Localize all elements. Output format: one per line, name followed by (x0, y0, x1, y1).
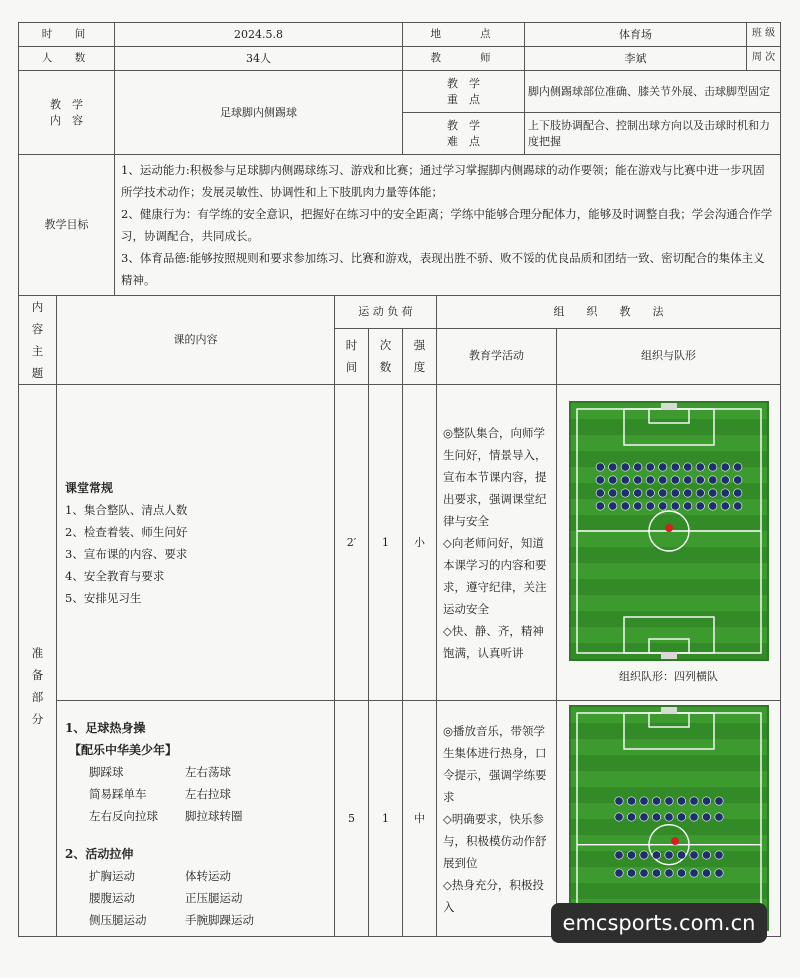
student-marker (677, 869, 685, 877)
topic-char-2: 容 (31, 322, 44, 336)
stretch-item: 正压腿运动 (185, 891, 243, 905)
warmup-item: 脚拉球转圈 (185, 809, 243, 823)
student-marker (646, 462, 654, 470)
student-marker (683, 488, 691, 496)
class-label: 班 级 (747, 23, 781, 47)
section-name (19, 385, 57, 937)
student-marker (689, 797, 697, 805)
row2-intensity: 中 (403, 701, 437, 937)
row2-activity-1: ◎播放音乐，带领学生集体进行热身，口令提示，强调学练要求 (443, 723, 547, 804)
student-marker (608, 488, 616, 496)
routine-item-1: 1、集合整队、清点人数 (65, 502, 188, 517)
student-marker (664, 797, 672, 805)
student-marker (652, 797, 660, 805)
key-label-line-2: 重 点 (447, 92, 481, 106)
lesson-content-2 (57, 701, 335, 937)
student-marker (708, 488, 716, 496)
student-marker (733, 501, 741, 509)
goal-box-top (649, 409, 689, 423)
objectives-row (19, 155, 781, 296)
difficulty-label-line-2: 难 点 (447, 134, 481, 148)
routine-item-4: 4、安全教育与要求 (65, 568, 165, 583)
key-value: 脚内侧踢球部位准确、膝关节外展、击球脚型固定 (525, 71, 781, 113)
routine-item-3: 3、宣布课的内容、要求 (65, 546, 188, 561)
column-header-row-1 (19, 296, 781, 329)
load-header: 运 动 负 荷 (335, 296, 437, 329)
objective-2: 2、健康行为：有学练的安全意识，把握好在练习中的安全距离；学练中能够合理分配体力，能够及时调整自我；学会沟通合作学习，协调配合，共同成长。 (121, 207, 773, 243)
time-label: 时 间 (19, 23, 115, 47)
student-marker (664, 813, 672, 821)
goal-top (661, 707, 677, 714)
student-marker (608, 501, 616, 509)
student-marker (639, 869, 647, 877)
key-label (403, 71, 525, 113)
student-marker (614, 851, 622, 859)
content-label-line-1: 教 学 (50, 97, 83, 111)
stretch-item: 体转运动 (185, 869, 231, 883)
student-marker (664, 851, 672, 859)
goal-top (661, 403, 677, 410)
time-value: 2024.5.8 (115, 23, 403, 47)
place-value: 体育场 (525, 23, 747, 47)
student-marker (621, 501, 629, 509)
teacher-marker (671, 837, 679, 845)
row2-activity-2: ◇明确要求，快乐参与，积极模仿动作舒展到位 (443, 811, 547, 870)
penalty-box-top (624, 409, 714, 445)
stretch-item: 腰腹运动 (89, 891, 135, 905)
row2-count: 1 (369, 701, 403, 937)
student-marker (708, 462, 716, 470)
lesson-plan-table (18, 22, 781, 937)
student-marker (696, 501, 704, 509)
stretch-title: 2、活动拉伸 (65, 847, 134, 861)
student-marker (714, 797, 722, 805)
student-marker (683, 462, 691, 470)
pitch-svg-2 (571, 707, 767, 929)
row1-activities (437, 385, 557, 701)
student-marker (627, 869, 635, 877)
activity-header: 教育学活动 (437, 328, 557, 384)
student-marker (658, 475, 666, 483)
content-key-row (19, 71, 781, 113)
student-marker (646, 501, 654, 509)
teacher-label: 教 师 (403, 47, 525, 71)
student-marker (627, 851, 635, 859)
warmup-title: 1、足球热身操 (65, 721, 146, 735)
objectives-label: 教学目标 (19, 155, 115, 296)
student-marker (696, 475, 704, 483)
place-label: 地 点 (403, 23, 525, 47)
stretch-item: 手腕脚踝运动 (185, 913, 254, 927)
student-marker (614, 797, 622, 805)
student-marker (671, 501, 679, 509)
stretch-item: 侧压腿运动 (89, 913, 147, 927)
student-marker (633, 501, 641, 509)
stretch-list (65, 865, 326, 931)
student-marker (689, 869, 697, 877)
student-marker (708, 501, 716, 509)
week-label: 周 次 (747, 47, 781, 71)
routine-title: 课堂常规 (65, 480, 114, 495)
goal-box-top (649, 713, 689, 727)
header-row-time (19, 23, 781, 47)
lesson-row-1 (19, 385, 781, 701)
people-value: 34人 (115, 47, 403, 71)
student-marker (658, 501, 666, 509)
pitch-diagram-1 (569, 401, 769, 661)
count-header-char-1: 次 (379, 338, 392, 353)
objectives-text (115, 155, 781, 296)
formation-header: 组织与队形 (557, 328, 781, 384)
student-marker (639, 813, 647, 821)
row1-activity-1: ◎整队集合，向师学生问好，情景导入，宣布本节课内容，提出要求，强调课堂纪律与安全 (443, 425, 547, 528)
student-marker (596, 501, 604, 509)
student-marker (633, 488, 641, 496)
row2-formation (557, 701, 781, 937)
student-marker (639, 851, 647, 859)
student-marker (652, 813, 660, 821)
student-marker (664, 869, 672, 877)
row1-activity-3: ◇快、静、齐，精神饱满，认真听讲 (443, 623, 544, 660)
routine-item-5: 5、安排见习生 (65, 590, 142, 605)
section-char-4: 分 (31, 711, 44, 726)
student-marker (596, 475, 604, 483)
student-marker (614, 813, 622, 821)
student-marker (702, 851, 710, 859)
student-marker (596, 462, 604, 470)
time-header-char-1: 时 (345, 338, 358, 353)
warmup-item: 左右拉球 (185, 787, 231, 801)
student-marker (733, 462, 741, 470)
student-marker (714, 869, 722, 877)
topic-char-4: 题 (31, 366, 44, 380)
intensity-header (403, 328, 437, 384)
penalty-box-bottom (624, 617, 714, 653)
header-row-people (19, 47, 781, 71)
difficulty-label-line-1: 教 学 (447, 118, 481, 132)
student-marker (652, 869, 660, 877)
student-marker (702, 797, 710, 805)
row1-intensity: 小 (403, 385, 437, 701)
student-marker (721, 462, 729, 470)
difficulty-label (403, 113, 525, 155)
goal-bottom (661, 652, 677, 659)
student-marker (721, 501, 729, 509)
student-marker (696, 462, 704, 470)
people-label: 人 数 (19, 47, 115, 71)
student-marker (608, 475, 616, 483)
student-marker (633, 462, 641, 470)
row2-activities (437, 701, 557, 937)
intensity-header-char-2: 度 (413, 360, 426, 375)
lesson-content-1 (57, 385, 335, 701)
student-marker (677, 851, 685, 859)
row1-activity-2: ◇向老师问好，知道本课学习的内容和要求，遵守纪律，关注运动安全 (443, 535, 547, 616)
warmup-item: 简易踩单车 (89, 787, 147, 801)
row2-activity-3: ◇热身充分，积极投入 (443, 877, 544, 914)
topic-header (19, 296, 57, 385)
student-marker (627, 813, 635, 821)
site-watermark: emcsports.com.cn (551, 903, 767, 943)
student-marker (671, 475, 679, 483)
difficulty-value: 上下肢协调配合、控制出球方向以及击球时机和力度把握 (525, 113, 781, 155)
student-marker (721, 475, 729, 483)
student-marker (627, 797, 635, 805)
count-header-char-2: 数 (379, 360, 392, 375)
student-marker (677, 813, 685, 821)
student-marker (608, 462, 616, 470)
topic-char-3: 主 (31, 344, 44, 358)
content-label (19, 71, 115, 155)
lesson-header: 课的内容 (57, 296, 335, 385)
row1-formation (557, 385, 781, 701)
student-marker (671, 488, 679, 496)
teacher-marker (665, 524, 673, 532)
student-marker (677, 797, 685, 805)
pitch-svg-1 (571, 403, 767, 659)
content-value: 足球脚内侧踢球 (115, 71, 403, 155)
row2-time: 5 (335, 701, 369, 937)
content-label-line-2: 内 容 (50, 113, 83, 127)
student-marker (621, 475, 629, 483)
student-marker (683, 501, 691, 509)
student-marker (621, 462, 629, 470)
student-marker (708, 475, 716, 483)
student-marker (696, 488, 704, 496)
student-marker (621, 488, 629, 496)
student-marker (702, 813, 710, 821)
student-marker (733, 488, 741, 496)
formation-caption: 组织队形：四列横队 (619, 669, 719, 683)
routine-item-2: 2、检查着装、师生问好 (65, 524, 188, 539)
student-marker (633, 475, 641, 483)
objective-3: 3、体育品德:能够按照规则和要求参加练习、比赛和游戏，表现出胜不骄、败不馁的优良品质和团结一致、密切配合的集体主义精神。 (121, 251, 765, 287)
row1-time: 2′ (335, 385, 369, 701)
penalty-box-top (624, 713, 714, 749)
objective-1: 1、运动能力:积极参与足球脚内侧踢球练习、游戏和比赛；通过学习掌握脚内侧踢球的动作要领；能在游戏与比赛中进一步巩固所学技术动作；发展灵敏性、协调性和上下肢肌肉力量等体能； (121, 163, 765, 199)
student-marker (658, 462, 666, 470)
student-marker (671, 462, 679, 470)
section-char-1: 准 (31, 645, 44, 660)
row1-count: 1 (369, 385, 403, 701)
student-marker (646, 488, 654, 496)
student-marker (646, 475, 654, 483)
student-marker (714, 813, 722, 821)
key-label-line-1: 教 学 (447, 76, 481, 90)
warmup-item: 左右反向拉球 (89, 809, 158, 823)
student-marker (683, 475, 691, 483)
lesson-row-2 (19, 701, 781, 937)
student-marker (714, 851, 722, 859)
topic-char-1: 内 (31, 300, 44, 314)
teacher-value: 李斌 (525, 47, 747, 71)
warmup-item: 左右荡球 (185, 765, 231, 779)
warmup-list (65, 761, 326, 827)
warmup-item: 脚踩球 (89, 765, 124, 779)
method-header: 组 织 教 法 (437, 296, 781, 329)
count-header (369, 328, 403, 384)
student-marker (733, 475, 741, 483)
time-header-char-2: 间 (345, 360, 358, 375)
student-marker (721, 488, 729, 496)
student-marker (614, 869, 622, 877)
student-marker (689, 851, 697, 859)
student-marker (596, 488, 604, 496)
warmup-music: 【配乐中华美少年】 (69, 743, 178, 757)
section-char-2: 备 (31, 667, 44, 682)
pitch-diagram-2 (569, 705, 769, 931)
time-header (335, 328, 369, 384)
student-marker (652, 851, 660, 859)
student-marker (702, 869, 710, 877)
goal-box-bottom (649, 639, 689, 653)
stretch-item: 扩胸运动 (89, 869, 135, 883)
student-marker (689, 813, 697, 821)
intensity-header-char-1: 强 (413, 338, 426, 353)
student-marker (658, 488, 666, 496)
section-char-3: 部 (31, 689, 44, 704)
student-marker (639, 797, 647, 805)
